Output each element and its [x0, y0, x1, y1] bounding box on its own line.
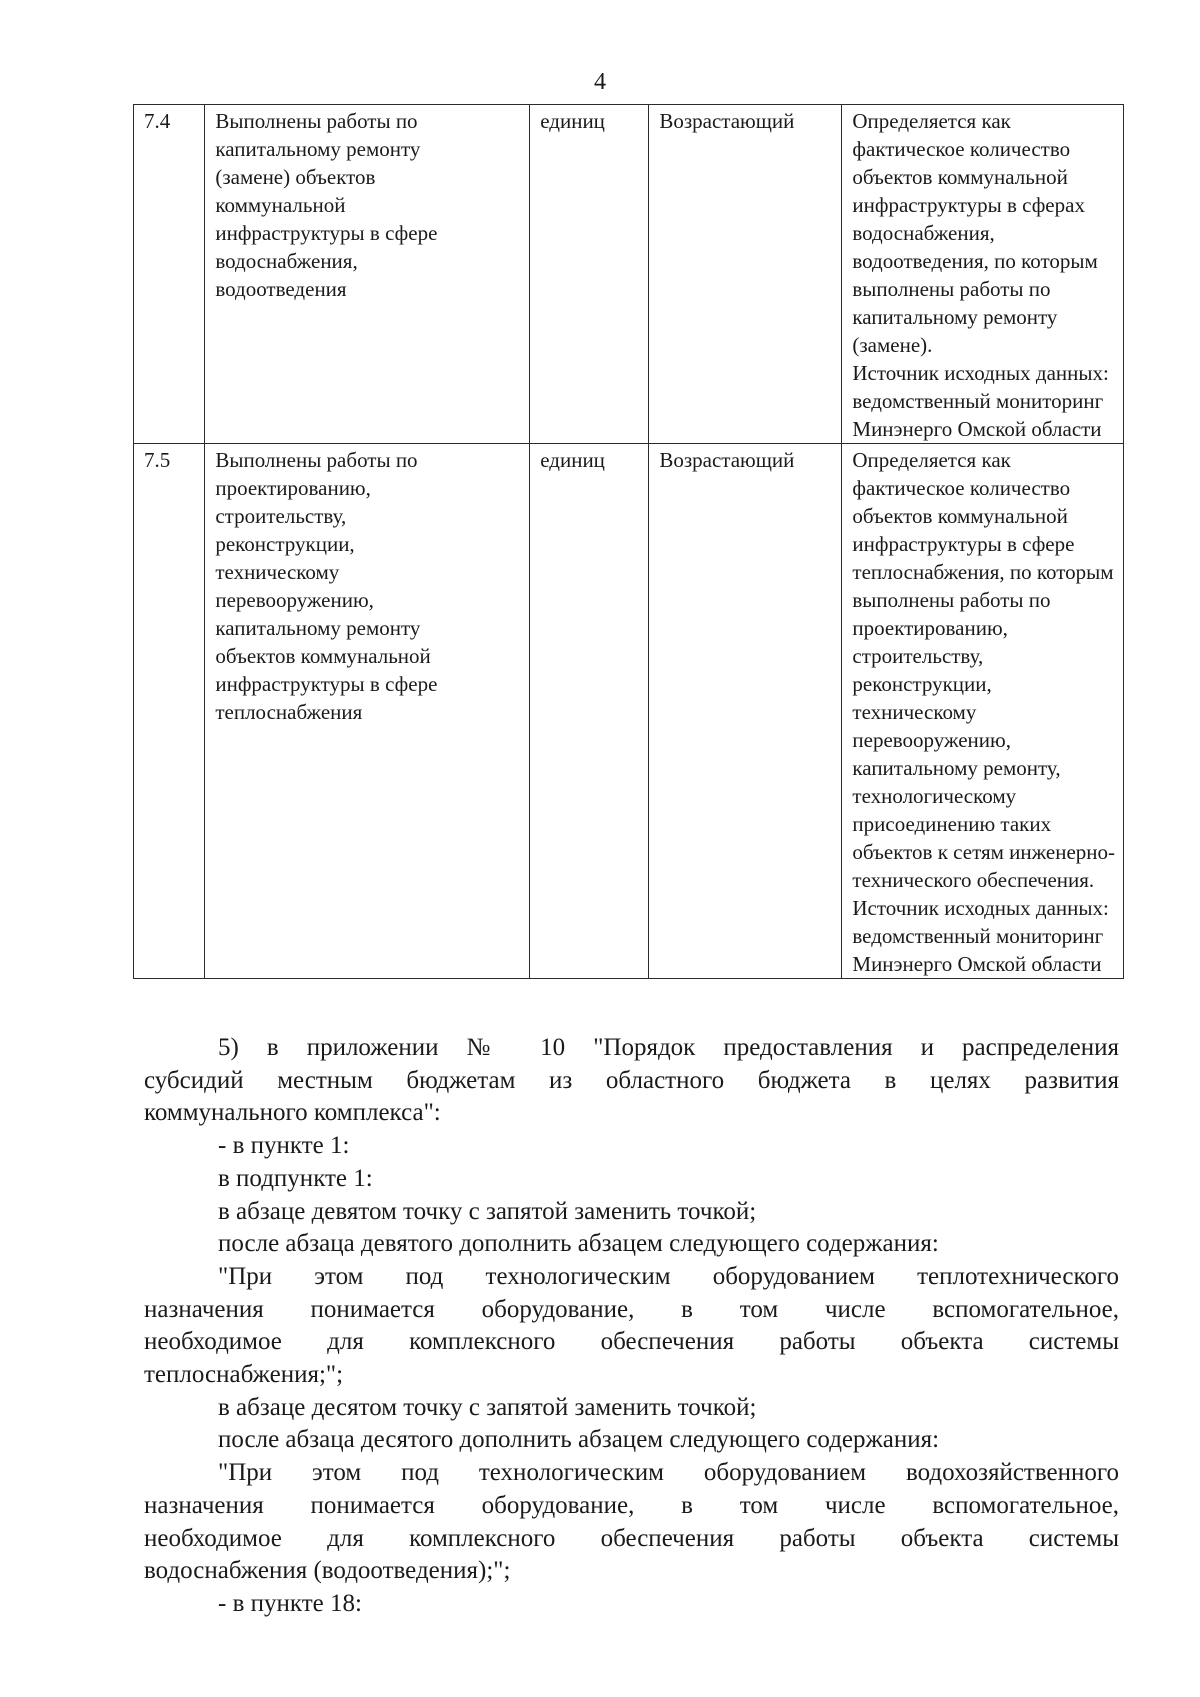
paragraph-line: в подпункте 1:: [218, 1164, 373, 1192]
description-line: Определяется как: [852, 109, 1011, 133]
indicator-name-line: коммунальной: [215, 193, 346, 217]
indicator-name-line: инфраструктуры в сфере: [215, 672, 438, 696]
indicator-name-line: инфраструктуры в сфере: [215, 221, 438, 245]
paragraph-line: после абзаца десятого дополнить абзацем следующего содержания:: [218, 1426, 940, 1454]
paragraph-line: необходимое для комплексного обеспечения работы объекта системы: [144, 1524, 1119, 1552]
indicator-name-line: капитальному ремонту: [215, 616, 421, 640]
description-line: фактическое количество: [852, 476, 1071, 500]
description-line: инфраструктуры в сфере: [852, 532, 1075, 556]
paragraph-line: в абзаце девятом точку с запятой заменить точкой;: [218, 1197, 757, 1225]
paragraph-line: после абзаца девятого дополнить абзацем следующего содержания:: [218, 1230, 939, 1258]
description-line: водоотведения, по которым: [852, 249, 1098, 273]
row-number: 7.4: [134, 105, 205, 444]
description-line: ведомственный мониторинг: [852, 389, 1104, 413]
paragraph-line: назначения понимается оборудование, в том числе вспомогательное,: [144, 1295, 1119, 1323]
row-number: 7.5: [134, 444, 205, 979]
indicator-name-line: капитальному ремонту: [215, 137, 421, 161]
paragraph-line: "При этом под технологическим оборудованием теплотехнического: [218, 1262, 1119, 1290]
description-line: объектов к сетям инженерно-: [852, 840, 1115, 864]
description-line: Определяется как: [852, 448, 1011, 472]
paragraph-line: субсидий местным бюджетам из областного бюджета в целях развития: [144, 1066, 1119, 1094]
description-line: присоединению таких: [852, 812, 1052, 836]
indicator-name-line: водоснабжения,: [215, 249, 358, 273]
indicator-name-line: строительству,: [215, 504, 347, 528]
description-line: строительству,: [852, 644, 984, 668]
paragraph-line: необходимое для комплексного обеспечения работы объекта системы: [144, 1328, 1119, 1356]
indicator-name-line: водоотведения: [215, 277, 347, 301]
indicator-name: [205, 105, 530, 444]
indicator-name-line: (замене) объектов: [215, 165, 376, 189]
unit-cell: единиц: [530, 105, 649, 444]
description-line: Минэнерго Омской области: [852, 952, 1102, 976]
description-line: инфраструктуры в сферах: [852, 193, 1085, 217]
paragraph-line: коммунального комплекса":: [144, 1099, 441, 1127]
paragraph-line: 5) в приложении № 10 "Порядок предоставления и распределения: [218, 1034, 1119, 1061]
indicator-name: [205, 444, 530, 979]
description-line: капитальному ремонту,: [852, 756, 1061, 780]
trend-cell: Возрастающий: [649, 444, 842, 979]
indicator-name-line: Выполнены работы по: [215, 109, 418, 133]
description-line: Источник исходных данных:: [852, 896, 1109, 920]
paragraph-line: водоснабжения (водоотведения);";: [144, 1557, 511, 1585]
description-line: выполнены работы по: [852, 588, 1051, 612]
description-line: Источник исходных данных:: [852, 361, 1109, 385]
description-line: перевооружению,: [852, 728, 1011, 752]
indicator-name-line: техническому: [215, 560, 340, 584]
description-cell: [842, 105, 1124, 444]
indicator-name-line: перевооружению,: [215, 588, 374, 612]
description-line: капитальному ремонту: [852, 305, 1058, 329]
paragraph-line: "При этом под технологическим оборудованием водохозяйственного: [218, 1459, 1119, 1487]
indicator-name-line: теплоснабжения: [215, 700, 363, 724]
table-row: [134, 105, 1124, 444]
description-line: технологическому: [852, 784, 1017, 808]
body-text: [144, 1032, 1119, 1621]
indicator-name-line: объектов коммунальной: [215, 644, 431, 668]
description-line: техническому: [852, 700, 977, 724]
description-line: объектов коммунальной: [852, 504, 1068, 528]
paragraph-line: - в пункте 18:: [218, 1589, 362, 1617]
indicator-name-line: проектированию,: [215, 476, 371, 500]
description-line: теплоснабжения, по которым: [852, 560, 1114, 584]
paragraph-line: - в пункте 1:: [218, 1132, 350, 1160]
description-line: реконструкции,: [852, 672, 992, 696]
table-row: [134, 444, 1124, 979]
description-line: водоснабжения,: [852, 221, 995, 245]
indicators-table: [133, 104, 1124, 979]
description-line: проектированию,: [852, 616, 1008, 640]
description-line: ведомственный мониторинг: [852, 924, 1104, 948]
description-cell: [842, 444, 1124, 979]
description-line: Минэнерго Омской области: [852, 417, 1102, 441]
trend-cell: Возрастающий: [649, 105, 842, 444]
paragraph-line: назначения понимается оборудование, в том числе вспомогательное,: [144, 1491, 1119, 1519]
description-line: технического обеспечения.: [852, 868, 1095, 892]
indicator-name-line: Выполнены работы по: [215, 448, 418, 472]
paragraph-line: в абзаце десятом точку с запятой заменить точкой;: [218, 1393, 757, 1421]
description-line: выполнены работы по: [852, 277, 1051, 301]
description-line: объектов коммунальной: [852, 165, 1068, 189]
description-line: (замене).: [852, 333, 933, 357]
page-number: 4: [594, 69, 606, 95]
indicator-name-line: реконструкции,: [215, 532, 355, 556]
description-line: фактическое количество: [852, 137, 1071, 161]
unit-cell: единиц: [530, 444, 649, 979]
paragraph-line: теплоснабжения;";: [144, 1361, 344, 1389]
